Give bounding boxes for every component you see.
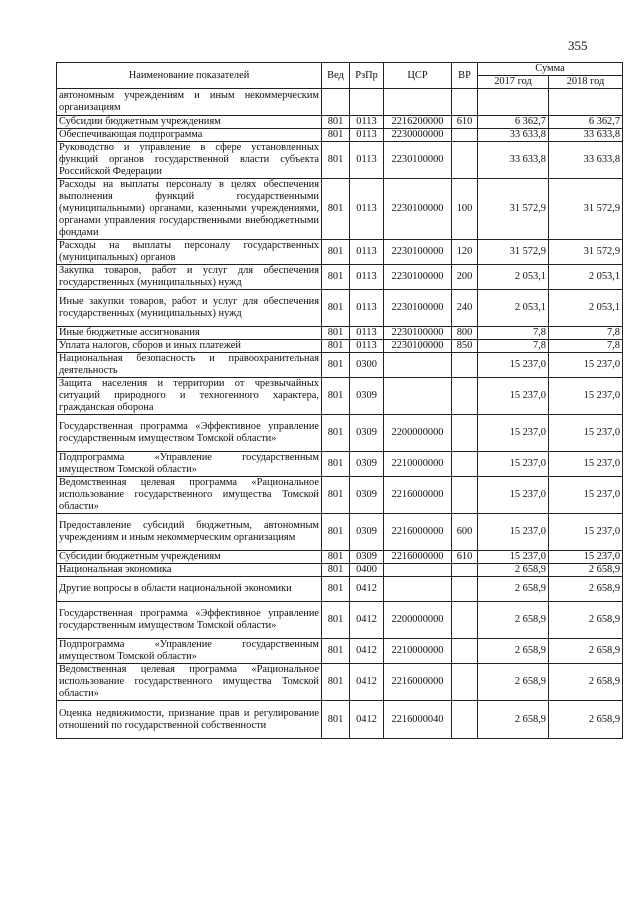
cell-2018 xyxy=(549,89,623,116)
table-row xyxy=(57,602,623,639)
cell-rzpr: 0412 xyxy=(350,577,384,602)
table-row xyxy=(57,639,623,664)
cell-name: Государственная программа «Эффективное управление государственным имуществом Томской области» xyxy=(57,415,322,452)
cell-csr xyxy=(384,564,452,577)
table-row xyxy=(57,240,623,265)
cell-rzpr: 0113 xyxy=(350,265,384,290)
page-number: 355 xyxy=(568,38,588,53)
cell-rzpr: 0113 xyxy=(350,290,384,327)
cell-name: автономным учреждениям и иным некоммерческим организациям xyxy=(57,89,322,116)
cell-ved: 801 xyxy=(322,639,350,664)
table-row xyxy=(57,340,623,353)
cell-2017: 2 658,9 xyxy=(478,664,549,701)
cell-rzpr: 0113 xyxy=(350,240,384,265)
cell-ved: 801 xyxy=(322,353,350,378)
cell-name: Иные закупки товаров, работ и услуг для обеспечения государственных (муниципальных) нужд xyxy=(57,290,322,327)
table-row xyxy=(57,142,623,179)
cell-name: Защита населения и территории от чрезвычайных ситуаций природного и техногенного характера, гражданская оборона xyxy=(57,378,322,415)
header-csr: ЦСР xyxy=(384,63,452,89)
header-vr: ВР xyxy=(452,63,478,89)
table-row xyxy=(57,327,623,340)
cell-csr: 2230000000 xyxy=(384,129,452,142)
cell-ved xyxy=(322,89,350,116)
cell-vr xyxy=(452,142,478,179)
cell-csr: 2216000000 xyxy=(384,551,452,564)
cell-2017: 15 237,0 xyxy=(478,477,549,514)
cell-name: Подпрограмма «Управление государственным имуществом Томской области» xyxy=(57,452,322,477)
cell-csr: 2216000000 xyxy=(384,514,452,551)
cell-2017: 15 237,0 xyxy=(478,378,549,415)
cell-csr: 2210000000 xyxy=(384,639,452,664)
cell-vr xyxy=(452,701,478,739)
cell-csr xyxy=(384,353,452,378)
table-row xyxy=(57,477,623,514)
cell-ved: 801 xyxy=(322,129,350,142)
cell-rzpr: 0113 xyxy=(350,129,384,142)
cell-2018: 2 658,9 xyxy=(549,664,623,701)
cell-2018: 15 237,0 xyxy=(549,551,623,564)
cell-2017: 2 658,9 xyxy=(478,639,549,664)
cell-csr: 2230100000 xyxy=(384,327,452,340)
header-year-2017: 2017 год xyxy=(478,76,549,89)
cell-vr: 100 xyxy=(452,179,478,240)
cell-rzpr: 0309 xyxy=(350,477,384,514)
cell-name: Субсидии бюджетным учреждениям xyxy=(57,116,322,129)
cell-name: Руководство и управление в сфере установленных функций органов государственной власти субъекта Российской Федерации xyxy=(57,142,322,179)
table-body xyxy=(57,89,623,739)
cell-csr xyxy=(384,577,452,602)
cell-ved: 801 xyxy=(322,116,350,129)
table-row xyxy=(57,551,623,564)
cell-vr xyxy=(452,639,478,664)
cell-vr: 610 xyxy=(452,116,478,129)
table-row xyxy=(57,577,623,602)
cell-csr: 2216000000 xyxy=(384,664,452,701)
cell-2018: 31 572,9 xyxy=(549,240,623,265)
cell-vr: 610 xyxy=(452,551,478,564)
cell-rzpr: 0309 xyxy=(350,514,384,551)
cell-name: Оценка недвижимости, признание прав и регулирование отношений по государственной собственности xyxy=(57,701,322,739)
cell-ved: 801 xyxy=(322,415,350,452)
cell-name: Закупка товаров, работ и услуг для обеспечения государственных (муниципальных) нужд xyxy=(57,265,322,290)
table-row xyxy=(57,290,623,327)
cell-rzpr: 0412 xyxy=(350,664,384,701)
cell-ved: 801 xyxy=(322,327,350,340)
cell-vr: 600 xyxy=(452,514,478,551)
cell-csr: 2230100000 xyxy=(384,340,452,353)
cell-ved: 801 xyxy=(322,564,350,577)
cell-2018: 15 237,0 xyxy=(549,415,623,452)
cell-name: Ведомственная целевая программа «Рациональное использование государственного имущества Томской области» xyxy=(57,664,322,701)
cell-ved: 801 xyxy=(322,142,350,179)
cell-2017: 2 658,9 xyxy=(478,602,549,639)
cell-name: Государственная программа «Эффективное управление государственным имуществом Томской области» xyxy=(57,602,322,639)
cell-name: Субсидии бюджетным учреждениям xyxy=(57,551,322,564)
cell-name: Иные бюджетные ассигнования xyxy=(57,327,322,340)
cell-rzpr: 0309 xyxy=(350,415,384,452)
cell-rzpr: 0412 xyxy=(350,602,384,639)
cell-2017: 7,8 xyxy=(478,327,549,340)
cell-ved: 801 xyxy=(322,452,350,477)
cell-2018: 2 053,1 xyxy=(549,265,623,290)
cell-2017: 2 658,9 xyxy=(478,701,549,739)
cell-2018: 15 237,0 xyxy=(549,514,623,551)
cell-2018: 6 362,7 xyxy=(549,116,623,129)
cell-vr xyxy=(452,129,478,142)
cell-2018: 31 572,9 xyxy=(549,179,623,240)
cell-vr: 800 xyxy=(452,327,478,340)
cell-vr: 240 xyxy=(452,290,478,327)
cell-2018: 15 237,0 xyxy=(549,378,623,415)
cell-2017: 33 633,8 xyxy=(478,129,549,142)
cell-ved: 801 xyxy=(322,378,350,415)
cell-csr: 2230100000 xyxy=(384,179,452,240)
cell-name: Уплата налогов, сборов и иных платежей xyxy=(57,340,322,353)
cell-vr xyxy=(452,89,478,116)
cell-2017: 31 572,9 xyxy=(478,240,549,265)
cell-csr: 2216200000 xyxy=(384,116,452,129)
cell-csr: 2230100000 xyxy=(384,142,452,179)
cell-rzpr: 0113 xyxy=(350,179,384,240)
cell-2017: 2 658,9 xyxy=(478,577,549,602)
cell-vr xyxy=(452,664,478,701)
cell-2017: 31 572,9 xyxy=(478,179,549,240)
table-row xyxy=(57,378,623,415)
cell-ved: 801 xyxy=(322,290,350,327)
table-row xyxy=(57,116,623,129)
cell-2018: 7,8 xyxy=(549,327,623,340)
cell-rzpr: 0300 xyxy=(350,353,384,378)
cell-ved: 801 xyxy=(322,514,350,551)
cell-csr: 2200000000 xyxy=(384,415,452,452)
cell-2018: 33 633,8 xyxy=(549,129,623,142)
cell-2017: 2 658,9 xyxy=(478,564,549,577)
cell-rzpr: 0309 xyxy=(350,378,384,415)
cell-name: Другие вопросы в области национальной экономики xyxy=(57,577,322,602)
cell-vr xyxy=(452,415,478,452)
table-row xyxy=(57,701,623,739)
table-row xyxy=(57,89,623,116)
cell-rzpr: 0113 xyxy=(350,142,384,179)
cell-csr: 2200000000 xyxy=(384,602,452,639)
cell-2017 xyxy=(478,89,549,116)
cell-ved: 801 xyxy=(322,551,350,564)
table-row xyxy=(57,564,623,577)
cell-ved: 801 xyxy=(322,701,350,739)
cell-ved: 801 xyxy=(322,602,350,639)
cell-name: Расходы на выплаты персоналу в целях обеспечения выполнения функций государственными (муниципальными) органами, казенными учреждениями, органами управления государственными внебюджетными фондами xyxy=(57,179,322,240)
cell-csr: 2230100000 xyxy=(384,240,452,265)
cell-rzpr: 0113 xyxy=(350,116,384,129)
cell-name: Обеспечивающая подпрограмма xyxy=(57,129,322,142)
cell-ved: 801 xyxy=(322,664,350,701)
cell-2018: 2 658,9 xyxy=(549,564,623,577)
cell-2017: 15 237,0 xyxy=(478,452,549,477)
cell-rzpr xyxy=(350,89,384,116)
cell-vr xyxy=(452,452,478,477)
cell-2017: 6 362,7 xyxy=(478,116,549,129)
cell-rzpr: 0309 xyxy=(350,452,384,477)
cell-rzpr: 0113 xyxy=(350,327,384,340)
cell-2018: 15 237,0 xyxy=(549,353,623,378)
cell-2017: 7,8 xyxy=(478,340,549,353)
cell-2018: 2 658,9 xyxy=(549,602,623,639)
table-row xyxy=(57,179,623,240)
cell-ved: 801 xyxy=(322,577,350,602)
cell-2018: 2 658,9 xyxy=(549,577,623,602)
header-rzpr: РзПр xyxy=(350,63,384,89)
table-row xyxy=(57,415,623,452)
cell-name: Национальная экономика xyxy=(57,564,322,577)
cell-vr: 120 xyxy=(452,240,478,265)
cell-vr xyxy=(452,602,478,639)
table-row xyxy=(57,514,623,551)
cell-2018: 33 633,8 xyxy=(549,142,623,179)
cell-2018: 7,8 xyxy=(549,340,623,353)
cell-vr xyxy=(452,378,478,415)
header-sum: Сумма xyxy=(478,63,623,76)
cell-rzpr: 0400 xyxy=(350,564,384,577)
cell-2017: 33 633,8 xyxy=(478,142,549,179)
cell-name: Предоставление субсидий бюджетным, автономным учреждениям и иным некоммерческим организациям xyxy=(57,514,322,551)
table-header xyxy=(57,63,623,89)
cell-2017: 2 053,1 xyxy=(478,265,549,290)
cell-2017: 15 237,0 xyxy=(478,353,549,378)
cell-rzpr: 0113 xyxy=(350,340,384,353)
cell-ved: 801 xyxy=(322,340,350,353)
cell-rzpr: 0412 xyxy=(350,639,384,664)
cell-csr: 2216000040 xyxy=(384,701,452,739)
table-row xyxy=(57,129,623,142)
cell-2018: 2 053,1 xyxy=(549,290,623,327)
cell-2017: 15 237,0 xyxy=(478,415,549,452)
table-row xyxy=(57,664,623,701)
cell-name: Расходы на выплаты персоналу государственных (муниципальных) органов xyxy=(57,240,322,265)
cell-csr: 2230100000 xyxy=(384,265,452,290)
table-row xyxy=(57,265,623,290)
table-row xyxy=(57,353,623,378)
cell-2017: 2 053,1 xyxy=(478,290,549,327)
cell-rzpr: 0412 xyxy=(350,701,384,739)
cell-ved: 801 xyxy=(322,179,350,240)
cell-csr: 2210000000 xyxy=(384,452,452,477)
header-name: Наименование показателей xyxy=(57,63,322,89)
header-year-2018: 2018 год xyxy=(549,76,623,89)
cell-rzpr: 0309 xyxy=(350,551,384,564)
cell-2018: 15 237,0 xyxy=(549,452,623,477)
cell-vr xyxy=(452,353,478,378)
cell-csr xyxy=(384,378,452,415)
cell-vr xyxy=(452,564,478,577)
cell-2017: 15 237,0 xyxy=(478,514,549,551)
cell-name: Подпрограмма «Управление государственным имуществом Томской области» xyxy=(57,639,322,664)
cell-csr xyxy=(384,89,452,116)
cell-csr: 2216000000 xyxy=(384,477,452,514)
cell-vr: 200 xyxy=(452,265,478,290)
cell-2018: 2 658,9 xyxy=(549,701,623,739)
table-row xyxy=(57,452,623,477)
cell-2018: 2 658,9 xyxy=(549,639,623,664)
cell-vr: 850 xyxy=(452,340,478,353)
cell-name: Национальная безопасность и правоохранительная деятельность xyxy=(57,353,322,378)
cell-ved: 801 xyxy=(322,477,350,514)
cell-2017: 15 237,0 xyxy=(478,551,549,564)
cell-ved: 801 xyxy=(322,265,350,290)
header-ved: Вед xyxy=(322,63,350,89)
cell-vr xyxy=(452,577,478,602)
cell-name: Ведомственная целевая программа «Рациональное использование государственного имущества Томской области» xyxy=(57,477,322,514)
budget-table xyxy=(56,62,623,739)
cell-vr xyxy=(452,477,478,514)
cell-ved: 801 xyxy=(322,240,350,265)
cell-csr: 2230100000 xyxy=(384,290,452,327)
cell-2018: 15 237,0 xyxy=(549,477,623,514)
